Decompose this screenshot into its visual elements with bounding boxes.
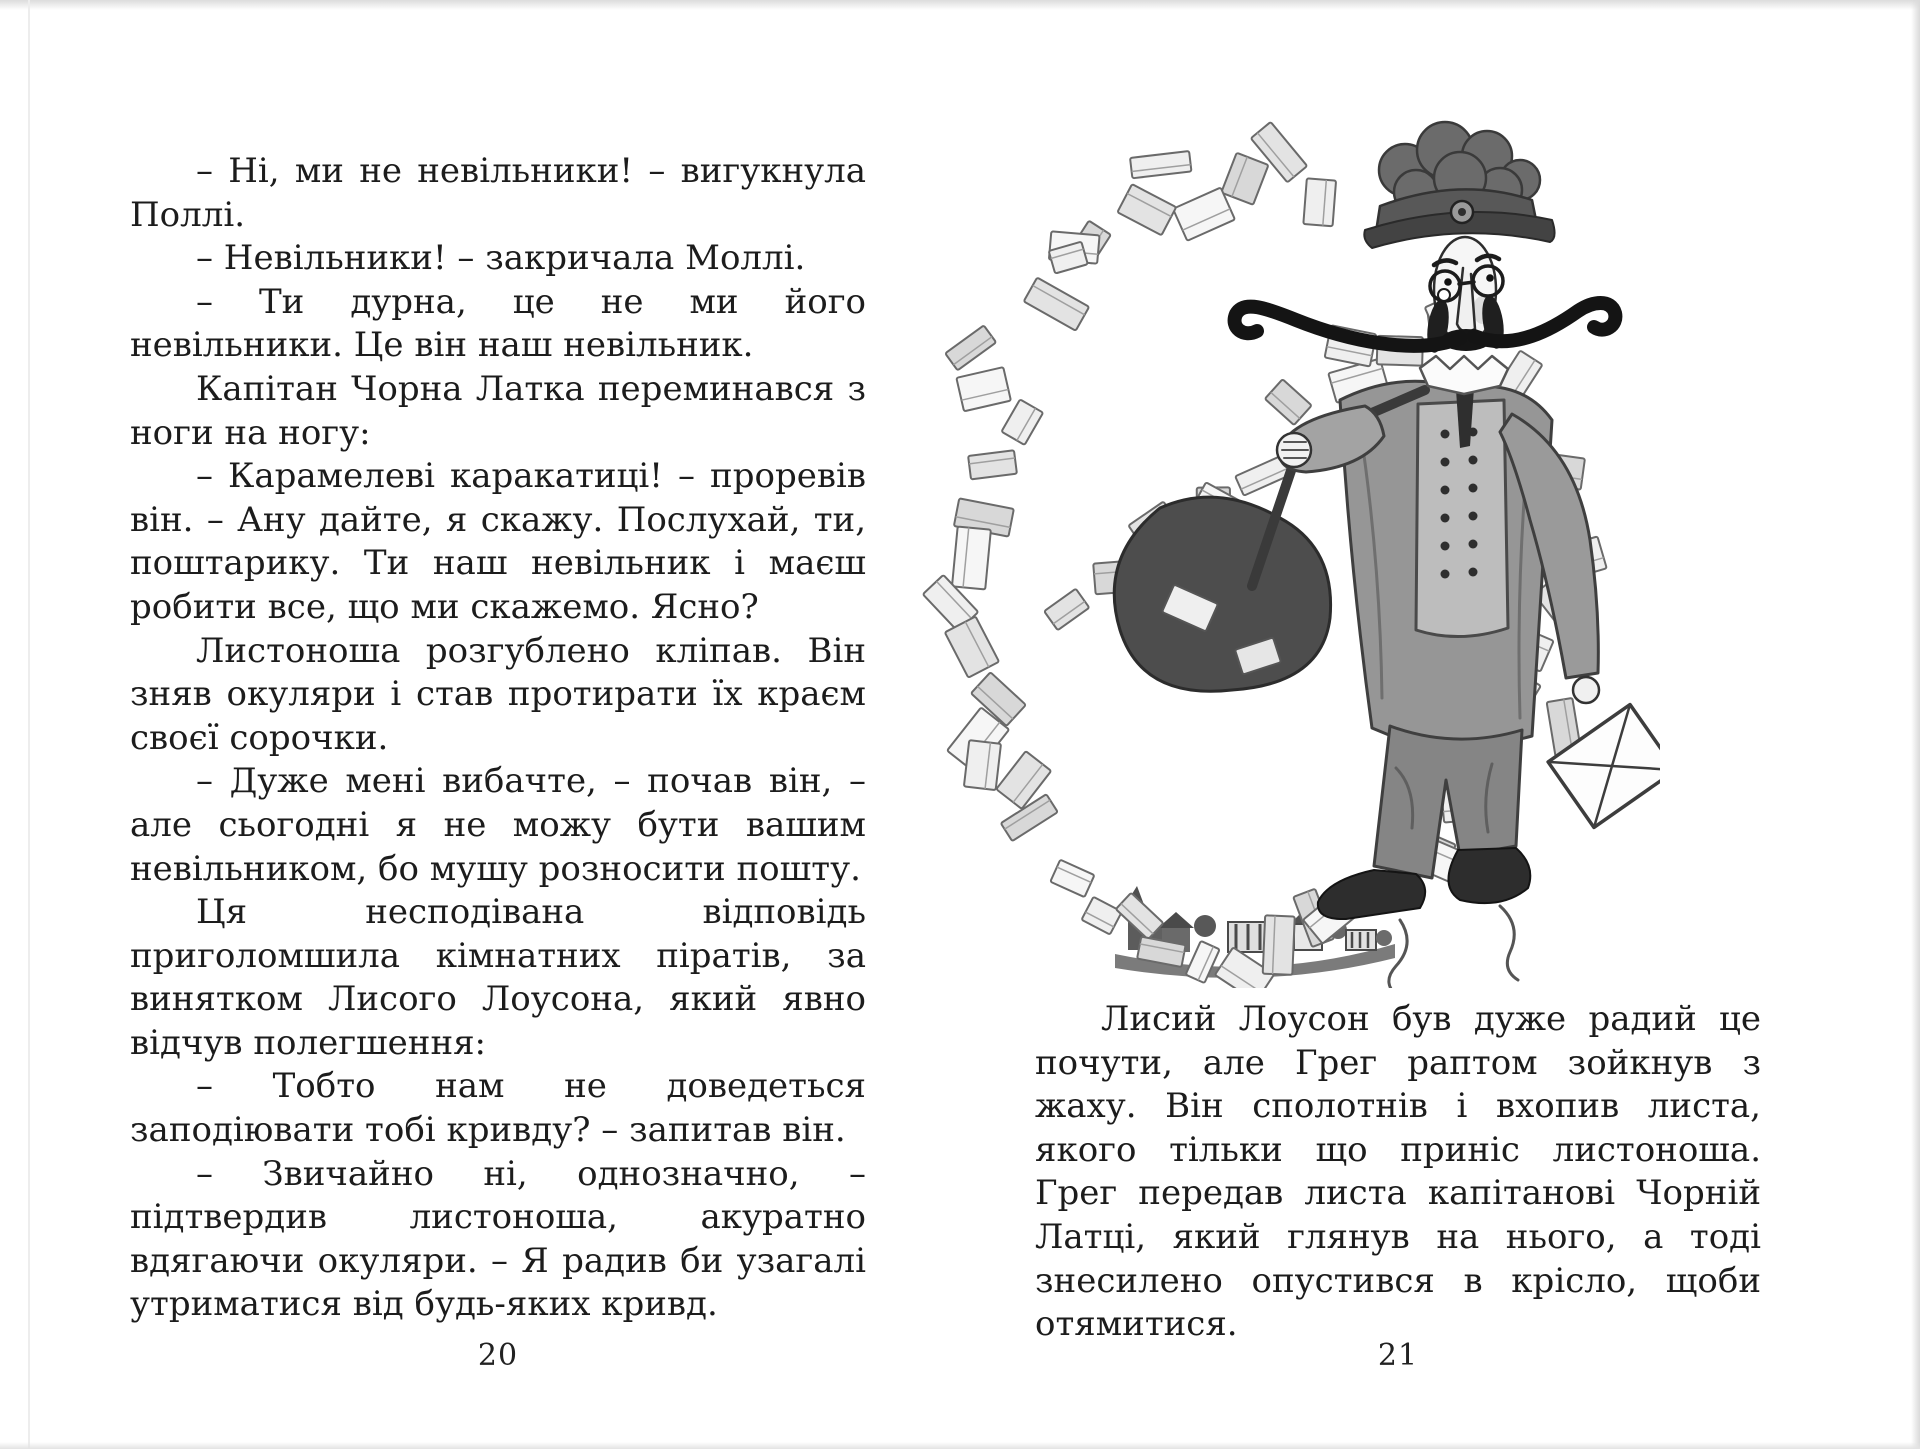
flying-letter: [1044, 589, 1089, 631]
paragraph: Листоноша розгублено кліпав. Він зняв окуляри і став протирати їх краєм своєї сорочки.: [130, 630, 866, 758]
flying-letter: [964, 740, 1001, 790]
paragraph: – Звичайно ні, однозначно, – підтвердив листоноша, акуратно вдягаючи окуляри. – Я радив би узагалі утриматися від будь-яких кривд.: [130, 1153, 866, 1325]
flying-letter: [1173, 188, 1235, 241]
mail-bag: [1114, 497, 1330, 691]
flying-letter: [945, 325, 996, 370]
right-page-text: [1035, 998, 1761, 1347]
paragraph: Капітан Чорна Латка переминався з ноги на ногу:: [130, 368, 866, 453]
page-number-right: 21: [1377, 1338, 1419, 1373]
flying-letter: [1081, 897, 1121, 935]
flying-letter: [968, 450, 1017, 479]
paragraph: – Ти дурна, це не ми його невільники. Це він наш невільник.: [130, 281, 866, 366]
flying-letter: [1050, 860, 1094, 897]
flying-letter: [1117, 184, 1176, 235]
paragraph: Ця несподівана відповідь приголомшила кімнатних піратів, за винятком Лисого Лоусона, який явно відчув полегшення:: [130, 892, 866, 1063]
boot-laces: [1389, 906, 1518, 988]
collar: [1420, 356, 1508, 394]
flying-letter: [956, 367, 1011, 411]
flying-letter: [1001, 794, 1058, 841]
right-boot: [1448, 848, 1530, 903]
glasses-glint: [1438, 289, 1450, 301]
flying-letter: [1221, 153, 1268, 205]
paragraph: – Дуже мені вибачте, – почав він, – але сьогодні я не можу бути вашим невільником, бо мушу розносити пошту.: [130, 761, 866, 889]
paragraph: Лисий Лоусон був дуже радий це почути, але Грег раптом зойкнув з жаху. Він сполотнів і вхопив листа, якого тільки що приніс листоноша. Грег передав листа капітанові Чорній Латці, який глянув на нього, а тоді знесилено опустився в крісло, щоби отямитися.: [1035, 999, 1761, 1345]
flying-letter: [1263, 915, 1295, 975]
flying-letter: [1130, 151, 1191, 178]
flying-letter: [1303, 178, 1336, 226]
paragraph: – Карамелеві каракатиці! – проревів він. – Ану дайте, я скажу. Послухай, ти, поштарику. Ти наш невільник і маєш робити все, що ми скажемо. Ясно?: [130, 456, 866, 627]
left-page-text: [130, 150, 866, 1327]
flying-letter: [1024, 278, 1089, 331]
left-boot: [1318, 870, 1425, 919]
right-hand: [1573, 677, 1599, 703]
flying-letter: [1265, 379, 1312, 425]
postman-figure: [1114, 122, 1660, 988]
postman-illustration: [860, 88, 1660, 988]
paragraph: – Ні, ми не невільники! – вигукнула Поллі.: [130, 151, 866, 235]
page-number-left: 20: [477, 1338, 519, 1373]
flying-letter: [1001, 399, 1043, 445]
flying-letter: [952, 527, 991, 590]
right-page: [960, 0, 1920, 1449]
paragraph: – Невільники! – закричала Моллі.: [196, 238, 806, 279]
paragraph: – Тобто нам не доведеться заподіювати тобі кривду? – запитав він.: [130, 1066, 866, 1151]
